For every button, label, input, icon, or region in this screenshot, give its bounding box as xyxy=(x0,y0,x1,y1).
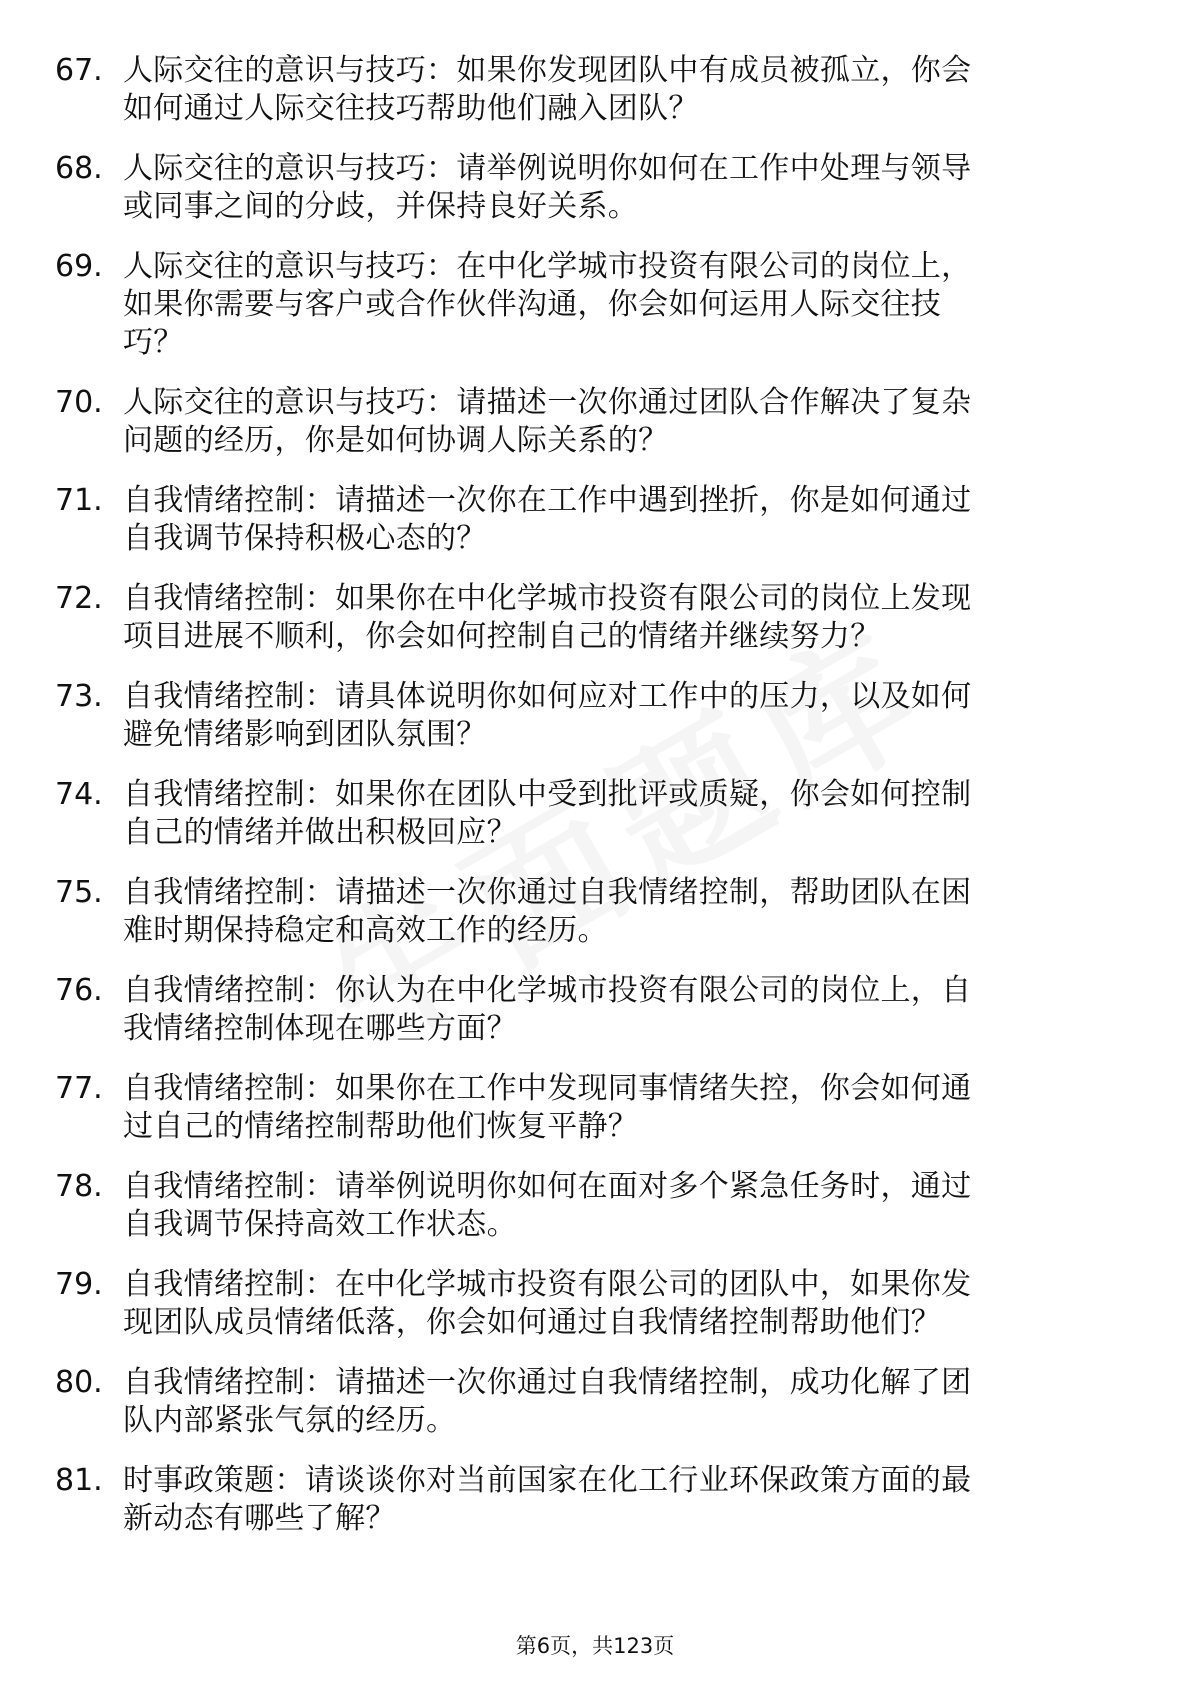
question-number: 76. xyxy=(55,973,103,1008)
question-text xyxy=(123,52,1103,128)
question-text-line: 新动态有哪些了解？ xyxy=(123,1501,396,1536)
question-text xyxy=(123,482,1103,558)
question-text xyxy=(123,776,1103,852)
question-item xyxy=(55,874,1115,950)
question-text-line: 自我调节保持积极心态的？ xyxy=(123,521,487,556)
question-text xyxy=(123,1168,1103,1244)
question-text-line: 人际交往的意识与技巧：请描述一次你通过团队合作解决了复杂 xyxy=(123,385,972,420)
question-text-line: 队内部紧张气氛的经历。 xyxy=(123,1403,457,1438)
question-item xyxy=(55,52,1115,128)
question-text xyxy=(123,248,1103,362)
question-item xyxy=(55,1266,1115,1342)
question-number: 70. xyxy=(55,385,103,420)
question-number: 69. xyxy=(55,249,103,284)
page-footer: 第6页，共123页 xyxy=(515,1634,675,1658)
question-text xyxy=(123,874,1103,950)
question-text-line: 自我情绪控制：如果你在工作中发现同事情绪失控，你会如何通 xyxy=(123,1071,972,1106)
question-number: 79. xyxy=(55,1267,103,1302)
question-item xyxy=(55,150,1115,226)
question-item xyxy=(55,482,1115,558)
question-text-line: 我情绪控制体现在哪些方面？ xyxy=(123,1011,517,1046)
question-number: 77. xyxy=(55,1071,103,1106)
question-text-line: 或同事之间的分歧，并保持良好关系。 xyxy=(123,189,639,224)
question-text-line: 过自己的情绪控制帮助他们恢复平静？ xyxy=(123,1109,639,1144)
question-text xyxy=(123,678,1103,754)
question-text-line: 自我情绪控制：在中化学城市投资有限公司的团队中，如果你发 xyxy=(123,1267,972,1302)
question-text xyxy=(123,1364,1103,1440)
question-item xyxy=(55,776,1115,852)
question-text-line: 自我情绪控制：请举例说明你如何在面对多个紧急任务时，通过 xyxy=(123,1169,972,1204)
question-text-line: 避免情绪影响到团队氛围？ xyxy=(123,717,487,752)
question-text-line: 人际交往的意识与技巧：在中化学城市投资有限公司的岗位上， xyxy=(123,249,972,284)
question-text-line: 问题的经历，你是如何协调人际关系的？ xyxy=(123,423,669,458)
question-item xyxy=(55,1364,1115,1440)
question-text-line: 自我情绪控制：请描述一次你在工作中遇到挫折，你是如何通过 xyxy=(123,483,972,518)
question-text-line: 自我情绪控制：请描述一次你通过自我情绪控制，成功化解了团 xyxy=(123,1365,972,1400)
question-text-line: 自我情绪控制：如果你在中化学城市投资有限公司的岗位上发现 xyxy=(123,581,972,616)
question-item xyxy=(55,1070,1115,1146)
question-item xyxy=(55,1462,1115,1538)
question-number: 71. xyxy=(55,483,103,518)
question-text-line: 自我情绪控制：如果你在团队中受到批评或质疑，你会如何控制 xyxy=(123,777,972,812)
question-text-line: 如何通过人际交往技巧帮助他们融入团队？ xyxy=(123,91,699,126)
question-text-line: 自我调节保持高效工作状态。 xyxy=(123,1207,517,1242)
question-text xyxy=(123,1070,1103,1146)
question-number: 80. xyxy=(55,1365,103,1400)
question-text-line: 项目进展不顺利，你会如何控制自己的情绪并继续努力？ xyxy=(123,619,881,654)
question-item xyxy=(55,1168,1115,1244)
question-text-line: 自我情绪控制：你认为在中化学城市投资有限公司的岗位上，自 xyxy=(123,973,972,1008)
question-number: 78. xyxy=(55,1169,103,1204)
question-text-line: 自我情绪控制：请描述一次你通过自我情绪控制，帮助团队在困 xyxy=(123,875,972,910)
question-item xyxy=(55,580,1115,656)
question-item xyxy=(55,384,1115,460)
question-number: 74. xyxy=(55,777,103,812)
question-text xyxy=(123,580,1103,656)
question-number: 75. xyxy=(55,875,103,910)
question-text-line: 巧？ xyxy=(123,325,184,360)
question-text-line: 现团队成员情绪低落，你会如何通过自我情绪控制帮助他们？ xyxy=(123,1305,942,1340)
question-item xyxy=(55,972,1115,1048)
question-number: 81. xyxy=(55,1463,103,1498)
question-number: 72. xyxy=(55,581,103,616)
question-text-line: 人际交往的意识与技巧：如果你发现团队中有成员被孤立，你会 xyxy=(123,53,972,88)
question-text-line: 时事政策题：请谈谈你对当前国家在化工行业环保政策方面的最 xyxy=(123,1463,972,1498)
question-text-line: 难时期保持稳定和高效工作的经历。 xyxy=(123,913,608,948)
question-text xyxy=(123,1462,1103,1538)
question-item xyxy=(55,678,1115,754)
question-list xyxy=(55,52,1115,1560)
question-text xyxy=(123,1266,1103,1342)
question-text xyxy=(123,150,1103,226)
question-number: 73. xyxy=(55,679,103,714)
question-number: 68. xyxy=(55,151,103,186)
question-number: 67. xyxy=(55,53,103,88)
question-text xyxy=(123,972,1103,1048)
question-text-line: 如果你需要与客户或合作伙伴沟通，你会如何运用人际交往技 xyxy=(123,287,942,322)
question-text-line: 自己的情绪并做出积极回应？ xyxy=(123,815,517,850)
question-text xyxy=(123,384,1103,460)
question-text-line: 人际交往的意识与技巧：请举例说明你如何在工作中处理与领导 xyxy=(123,151,972,186)
question-text-line: 自我情绪控制：请具体说明你如何应对工作中的压力，以及如何 xyxy=(123,679,972,714)
question-item xyxy=(55,248,1115,362)
